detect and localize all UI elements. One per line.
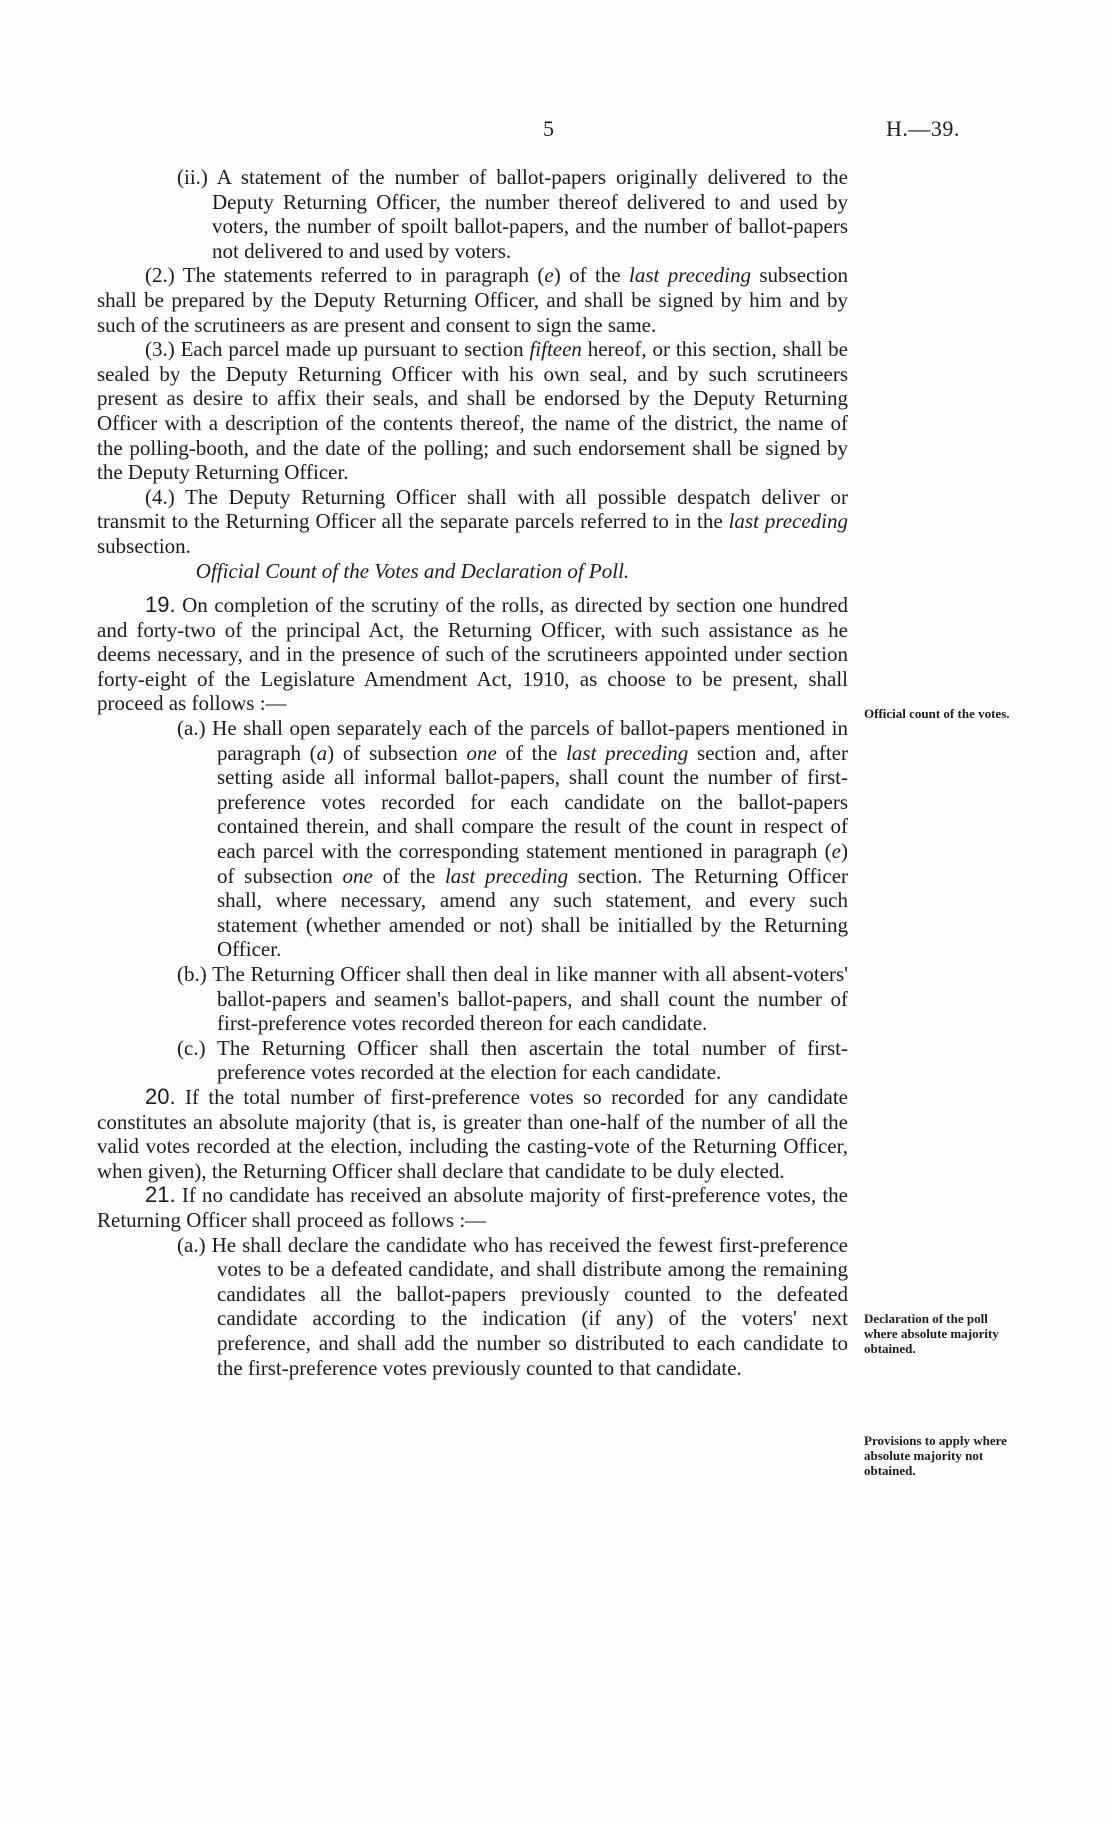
section-number: 19. (145, 592, 176, 618)
section-number: 20. (145, 1083, 176, 1109)
section-19-c: (c.) The Returning Officer shall then ascertain the total number of first-preference votes recorded at the election for each candidate. (177, 1035, 848, 1085)
margin-note-19: Official count of the votes. (864, 706, 1010, 721)
page-number: 5 (543, 116, 554, 141)
section-21: 21. If no candidate has received an absolute majority of first-preference votes, the Returning Officer shall proceed as follows :— (97, 1182, 848, 1232)
subsection-3: (3.) Each parcel made up pursuant to section fifteen hereof, or this section, shall be sealed by the Deputy Returning Officer with his own seal, and by such scrutineers present as desire to affix their seals, and shall be endorsed by the Deputy Returning Officer with a description of the contents thereof, the name of the district, the name of the polling-booth, and the date of the polling; and such endorsement shall be signed by the Deputy Returning Officer. (97, 337, 848, 485)
margin-note-20: Declaration of the poll where absolute majority obtained. (864, 1311, 999, 1356)
document-reference: H.—39. (886, 116, 960, 141)
section-20: 20. If the total number of first-preference votes so recorded for any candidate constitutes an absolute majority (that is, is greater than one-half of the number of all the valid votes recorded at the election, including the casting-vote of the Returning Officer, when given), the Returning Officer shall declare that candidate to be duly elected. (97, 1083, 848, 1183)
section-number: 21. (145, 1182, 176, 1208)
paragraph-ii: (ii.) A statement of the number of ballot-papers originally delivered to the Deputy Returning Officer, the number thereof delivered to and used by voters, the number of spoilt ballot-papers, and the number of ballot-papers not delivered to and used by voters. (177, 165, 848, 263)
section-19-b: (b.) The Returning Officer shall then deal in like manner with all absent-voters' ballot-papers and seamen's ballot-papers, and shall count the number of first-preference votes recorded thereon for each candidate. (177, 962, 848, 1036)
subsection-2: (2.) The statements referred to in paragraph (e) of the last preceding subsection shall be prepared by the Deputy Returning Officer, and shall be signed by him and by such of the scrutineers as are present and consent to sign the same. (97, 263, 849, 337)
section-heading: Official Count of the Votes and Declaration of Poll. (195, 558, 630, 583)
margin-note-21: Provisions to apply where absolute majority not obtained. (864, 1433, 1007, 1478)
section-21-a: (a.) He shall declare the candidate who has received the fewest first-preference votes to be a defeated candidate, and shall distribute among the remaining candidates all the ballot-papers previously counted to the defeated candidate according to the indication (if any) of the voters' next preference, and shall add the number so distributed to each candidate to the first-preference votes previously counted to that candidate. (177, 1232, 848, 1380)
body-top (97, 165, 848, 1380)
subsection-4: (4.) The Deputy Returning Officer shall with all possible despatch deliver or transmit to the Returning Officer all the separate parcels referred to in the last preceding subsection. (97, 484, 849, 558)
section-19-a: (a.) He shall open separately each of the parcels of ballot-papers mentioned in paragraph (a) of subsection one of the last preceding section and, after setting aside all informal ballot-papers, shall count the number of first-preference votes recorded for each candidate on the ballot-papers contained therein, and shall compare the result of the count in respect of each parcel with the corresponding statement mentioned in paragraph (e) of subsection one of the last preceding section. The Returning Officer shall, where necessary, amend any such statement, and every such statement (whether amended or not) shall be initialled by the Returning Officer. (177, 716, 849, 962)
section-19: 19. On completion of the scrutiny of the rolls, as directed by section one hundred and forty-two of the principal Act, the Returning Officer, with such assistance as he deems necessary, and in the presence of such of the scrutineers appointed under section forty-eight of the Legislature Amendment Act, 1910, as choose to be present, shall proceed as follows :— (97, 592, 848, 716)
